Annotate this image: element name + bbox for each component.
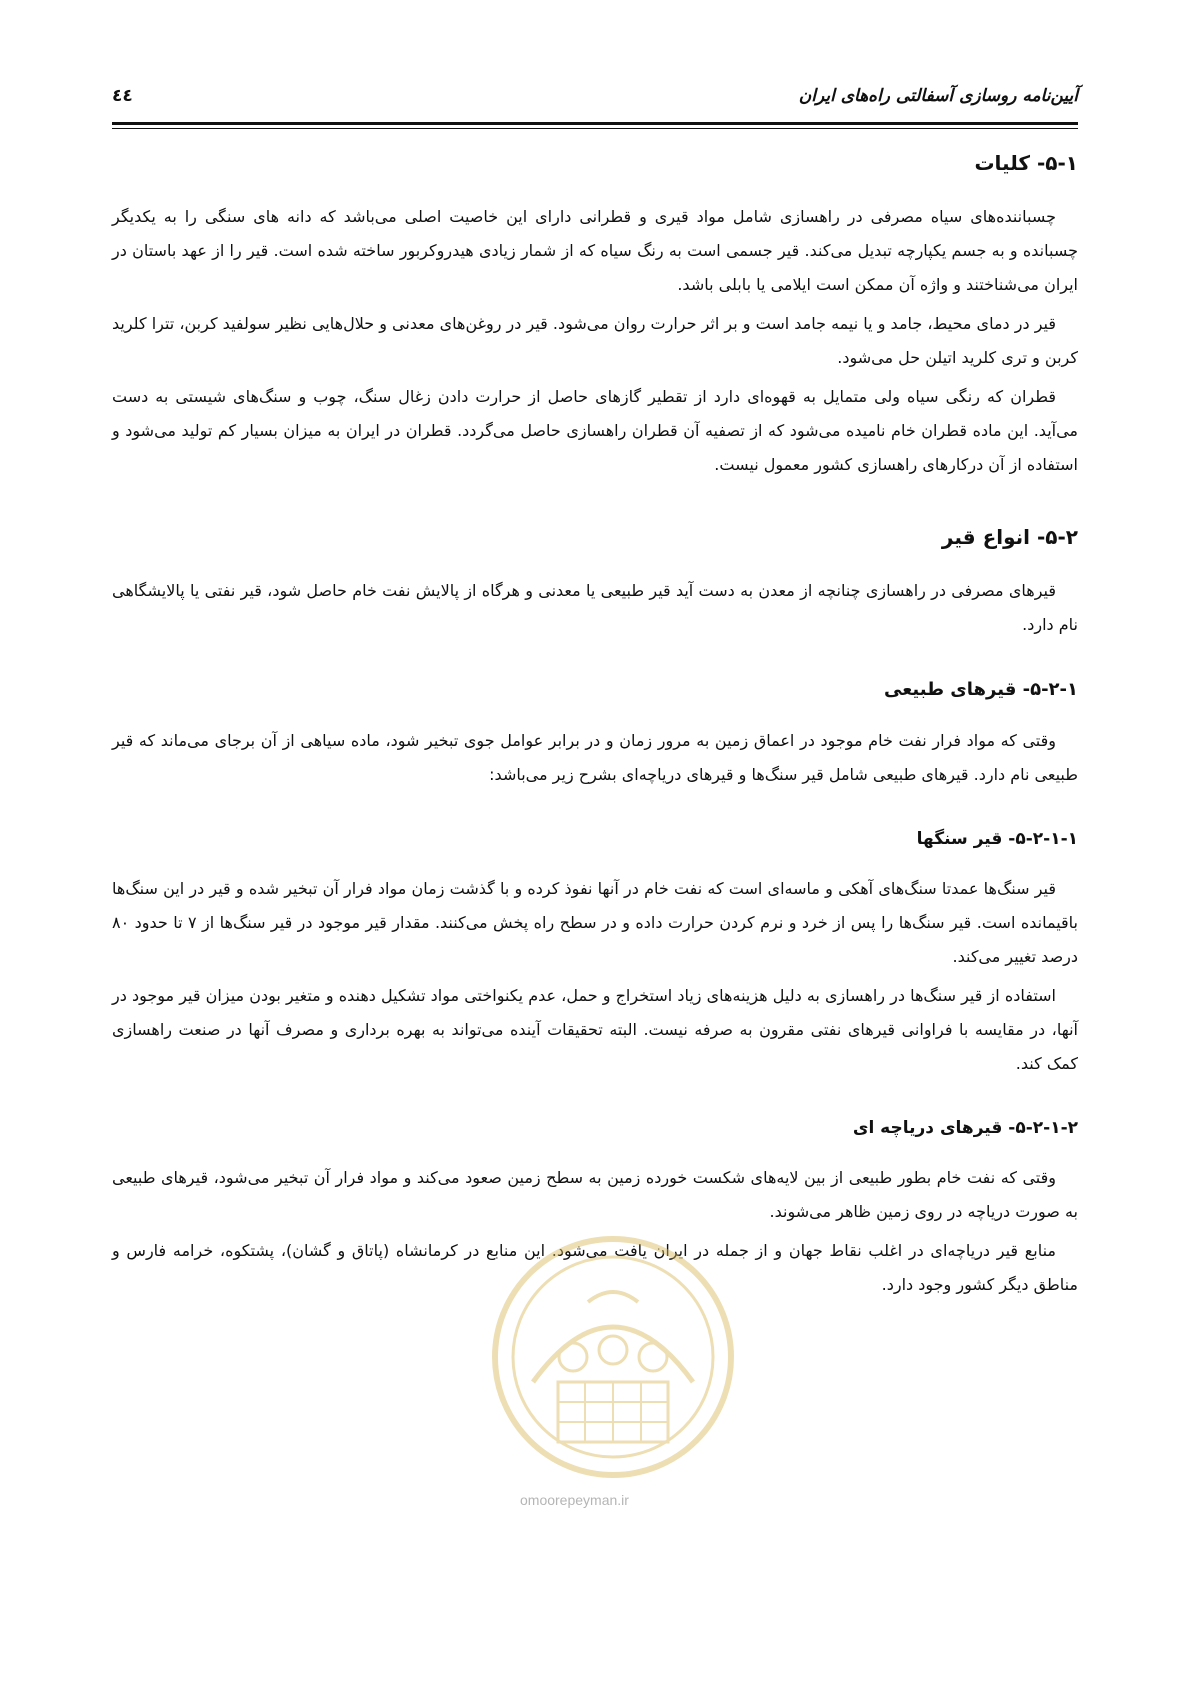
header-rule-thick <box>112 122 1078 125</box>
header-rule-thin <box>112 128 1078 129</box>
section-heading-natural-bitumen: ۵-۲-۱- قیرهای طبیعی <box>884 679 1078 700</box>
page-number: ٤٤ <box>112 86 133 106</box>
paragraph: منابع قیر دریاچه‌ای در اغلب نقاط جهان و از جمله در ایران یافت می‌شود. این منابع در کرمانشاه (پاتاق و گشان)، پشتکوه، خرامه فارس و مناطق دیگر کشور وجود دارد. <box>112 1241 1078 1294</box>
paragraph: قیر سنگ‌ها عمدتا سنگ‌های آهکی و ماسه‌ای است که نفت خام در آنها نفوذ کرده و با گذشت زمان مواد فرار آن تبخیر شده و قیر در این سنگ‌ها باقیمانده است. قیر سنگ‌ها را پس از خرد و نرم کردن حرارت داده و در سطح راه پخش می‌کنند. مقدار قیر موجود در قیر سنگ‌ها از ۷ تا حدود ۸۰ درصد تغییر می‌کند. <box>112 879 1078 966</box>
section-heading-bitumen-types: ۵-۲- انواع قیر <box>941 525 1078 549</box>
paragraph: قیر در دمای محیط، جامد و یا نیمه جامد است و بر اثر حرارت روان می‌شود. قیر در روغن‌های معدنی و حلال‌هایی نظیر سولفید کربن، تترا کلرید کربن و تری کلرید اتیلن حل می‌شود. <box>112 314 1078 367</box>
section-heading-general: ۵-۱- کلیات <box>974 151 1078 175</box>
running-title: آیین‌نامه روسازی آسفالتی راه‌های ایران <box>798 86 1078 106</box>
paragraph: استفاده از قیر سنگ‌ها در راهسازی به دلیل هزینه‌های زیاد استخراج و حمل، عدم یکنواختی مواد تشکیل دهنده و متغیر بودن میزان قیر موجود در آنها، در مقایسه با فراوانی قیرهای نفتی مقرون به صرفه نیست. البته تحقیقات آینده می‌تواند به بهره برداری و مصرف آنها در صنعت راهسازی کمک کند. <box>112 986 1078 1073</box>
section-heading-rock-asphalt: ۵-۲-۱-۱- قیر سنگها <box>916 829 1078 849</box>
paragraph: قیرهای مصرفی در راهسازی چنانچه از معدن به دست آید قیر طبیعی یا معدنی و هرگاه از پالایش نفت خام حاصل شود، قیر نفتی یا پالایشگاهی نام دارد. <box>112 581 1078 634</box>
paragraph: چسبانندەهای سیاه مصرفی در راهسازی شامل مواد قیری و قطرانی دارای این خاصیت اصلی می‌باشد که دانه های سنگی را به یکدیگر چسبانده و به جسم یکپارچه تبدیل می‌کند. قیر جسمی است به رنگ سیاه که از شمار زیادی هیدروکربور ساخته شده است. قیر را از عهد باستان در ایران می‌شناختند و واژه آن ممکن است ایلامی یا بابلی باشد. <box>112 207 1078 294</box>
body-content <box>112 148 1078 1307</box>
paragraph: وقتی که مواد فرار نفت خام موجود در اعماق زمین به مرور زمان و در برابر عوامل جوی تبخیر شود، ماده سیاهی از آن برجای می‌ماند که قیر طبیعی نام دارد. قیرهای طبیعی شامل قیر سنگ‌ها و قیرهای دریاچه‌ای بشرح زیر می‌باشد: <box>112 731 1078 784</box>
watermark-url: omoorepeyman.ir <box>520 1492 629 1508</box>
page-header <box>112 86 1078 116</box>
section-heading-lake-asphalt: ۵-۲-۱-۲- قیرهای دریاچه ای <box>852 1118 1078 1138</box>
paragraph: قطران که رنگی سیاه ولی متمایل به قهوه‌ای دارد از تقطیر گازهای حاصل از حرارت دادن زغال سنگ، چوب و سنگ‌های شیستی به دست می‌آید. این ماده قطران خام نامیده می‌شود که از تصفیه آن قطران راهسازی حاصل می‌گردد. قطران در ایران به میزان بسیار کم تولید می‌شود و استفاده از آن درکارهای راهسازی کشور معمول نیست. <box>112 387 1078 474</box>
paragraph: وقتی که نفت خام بطور طبیعی از بین لایه‌های شکست خورده زمین به سطح زمین صعود می‌کند و مواد فرار آن تبخیر می‌شود، قیرهای طبیعی به صورت دریاچه در روی زمین ظاهر می‌شوند. <box>112 1168 1078 1221</box>
